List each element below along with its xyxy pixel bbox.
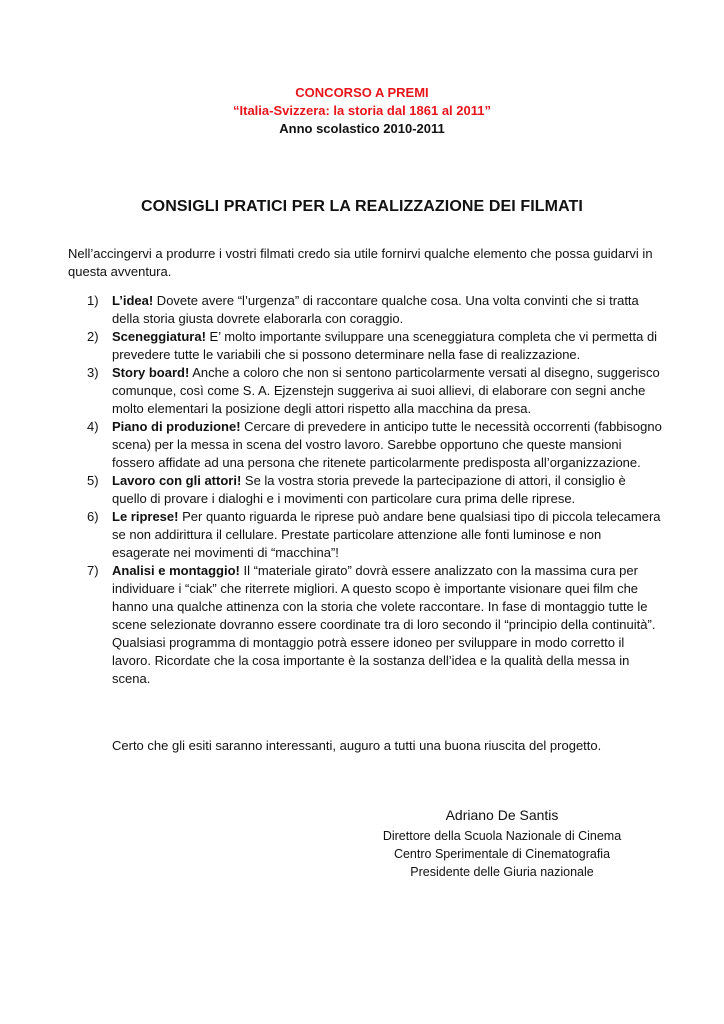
tip-number: 4) <box>87 419 99 434</box>
tip-item <box>87 328 662 364</box>
contest-name: CONCORSO A PREMI <box>295 85 429 100</box>
tips-list <box>87 292 662 688</box>
tip-heading: Sceneggiatura! <box>112 329 206 344</box>
tip-text: Anche a coloro che non si sentono particolarmente versati al disegno, suggerisco comunque, così come S. A. Ejzenstejn suggeriva ai suoi allievi, di elaborare con segni anche molto elementari la posizione degli attori rispetto alla macchina da presa. <box>112 365 660 416</box>
tip-text: Cercare di prevedere in anticipo tutte le necessità occorrenti (fabbisogno scena) per la messa in scena del vostro lavoro. Sarebbe opportuno che queste mansioni fossero affidate ad una persona che ritenete particolarmente predisposta all’organizzazione. <box>112 419 662 470</box>
tip-heading: Le riprese! <box>112 509 179 524</box>
closing-paragraph: Certo che gli esiti saranno interessanti, auguro a tutti una buona riuscita del progetto. <box>112 738 602 753</box>
tip-item <box>87 508 662 562</box>
document-header <box>0 84 724 138</box>
signature-block <box>352 805 652 881</box>
signer-name: Adriano De Santis <box>445 807 559 823</box>
signer-role: Presidente delle Giuria nazionale <box>410 865 594 879</box>
tip-item <box>87 472 662 508</box>
school-year: Anno scolastico 2010-2011 <box>279 121 445 136</box>
tip-heading: Analisi e montaggio! <box>112 563 240 578</box>
tip-text: Per quanto riguarda le riprese può andare bene qualsiasi tipo di piccola telecamera se non addirittura il cellulare. Prestate particolare attenzione alle fonti luminose e non esagerate nei movimenti di “macchina”! <box>112 509 661 560</box>
signer-role: Centro Sperimentale di Cinematografia <box>393 847 611 861</box>
signer-role: Direttore della Scuola Nazionale di Cinema <box>382 829 622 843</box>
tip-number: 7) <box>87 563 99 578</box>
tip-item <box>87 292 662 328</box>
tip-number: 1) <box>87 293 99 308</box>
tip-text: Dovete avere “l’urgenza” di raccontare qualche cosa. Una volta convinti che si tratta della storia giusta dovrete elaborarla con coraggio. <box>112 293 639 326</box>
intro-paragraph: Nell’accingervi a produrre i vostri filmati credo sia utile fornirvi qualche elemento che possa guidarvi in questa avventura. <box>68 246 653 279</box>
tip-text: Se la vostra storia prevede la partecipazione di attori, il consiglio è quello di provare i dialoghi e i movimenti con particolare cura prima delle riprese. <box>112 473 626 506</box>
tip-number: 6) <box>87 509 99 524</box>
tip-heading: Lavoro con gli attori! <box>112 473 242 488</box>
tip-heading: Piano di produzione! <box>112 419 241 434</box>
tip-item <box>87 562 662 688</box>
tip-heading: Story board! <box>112 365 190 380</box>
tip-item <box>87 418 662 472</box>
document-title: CONSIGLI PRATICI PER LA REALIZZAZIONE DEI FILMATI <box>141 198 583 215</box>
tip-text: Il “materiale girato” dovrà essere analizzato con la massima cura per individuare i “ciak” che riterrete migliori. A questo scopo è importante visionare quei film che hanno una qualche attinenza con la storia che volete raccontare. In fase di montaggio tutte le scene selezionate dovranno essere coordinate tra di loro secondo il “principio della continuità”. Qualsiasi programma di montaggio potrà essere idoneo per sviluppare in modo corretto il lavoro. Ricordate che la cosa importante è la sostanza dell’idea e la qualità della messa in scena. <box>112 563 656 686</box>
tip-heading: L’idea! <box>112 293 154 308</box>
contest-subtitle: “Italia-Svizzera: la storia dal 1861 al 2011” <box>233 103 491 118</box>
tip-text: E’ molto importante sviluppare una sceneggiatura completa che vi permetta di prevedere tutte le variabili che si possono determinare nella fase di realizzazione. <box>112 329 658 362</box>
tip-number: 3) <box>87 365 99 380</box>
tip-number: 5) <box>87 473 99 488</box>
tip-item <box>87 364 662 418</box>
tip-number: 2) <box>87 329 99 344</box>
